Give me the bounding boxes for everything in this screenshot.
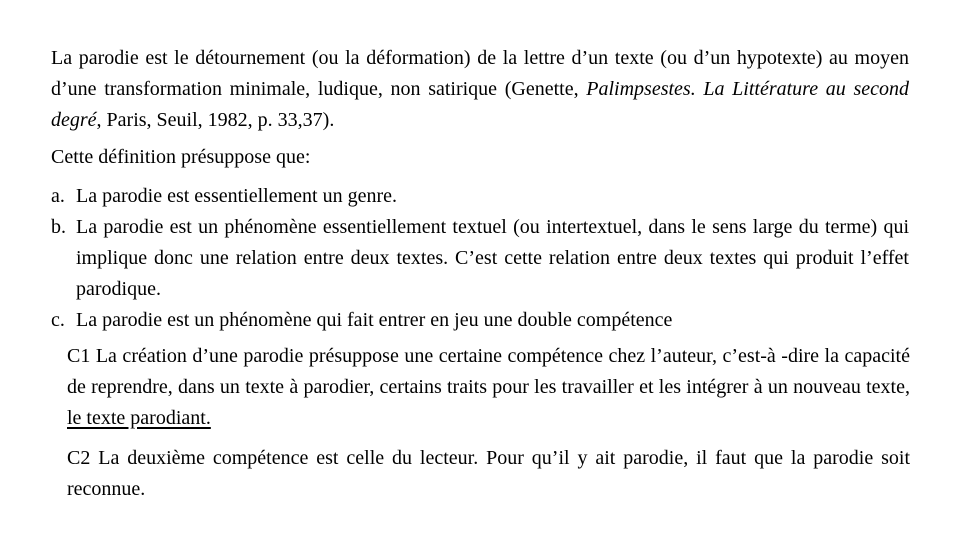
competence-c2 — [67, 443, 910, 505]
intro-paragraph — [51, 43, 909, 136]
c1-text: C1 La création d’une parodie présuppose une certaine compétence chez l’auteur, c’est-à -dire la capacité de reprendre, dans un texte à parodier, certains traits pour les travailler et les intégrer à un nouveau texte, — [67, 345, 910, 398]
c1-underlined-text: le texte parodiant. — [67, 407, 211, 429]
intro-text-after: , Paris, Seuil, 1982, p. 33,37). — [96, 109, 335, 131]
list-item-c — [51, 305, 909, 336]
list-item-text: La parodie est un phénomène essentiellement textuel (ou intertextuel, dans le sens large du terme) qui implique donc une relation entre deux textes. C’est cette relation entre deux textes qui produit l’effet parodique. — [76, 216, 909, 300]
list-marker: a. — [51, 185, 65, 207]
list-item-text: La parodie est essentiellement un genre. — [76, 185, 397, 207]
competence-c1 — [67, 341, 910, 434]
book-title: Palimpsestes. La Littérature au second degré — [51, 78, 909, 131]
list-item-a — [51, 181, 909, 212]
c2-text: C2 La deuxième compétence est celle du lecteur. Pour qu’il y ait parodie, il faut que la parodie soit reconnue. — [67, 447, 910, 500]
lead-sentence: Cette définition présuppose que: — [51, 146, 311, 168]
list-item-text: La parodie est un phénomène qui fait entrer en jeu une double compétence — [76, 309, 673, 331]
intro-text-before: La parodie est le détournement (ou la déformation) de la lettre d’un texte (ou d’un hypotexte) au moyen d’une transformation minimale, ludique, non satirique (Genette, — [51, 47, 909, 100]
list-marker: c. — [51, 309, 65, 331]
presupposition-list — [51, 181, 909, 336]
list-marker: b. — [51, 216, 66, 238]
list-item-b — [51, 212, 909, 305]
